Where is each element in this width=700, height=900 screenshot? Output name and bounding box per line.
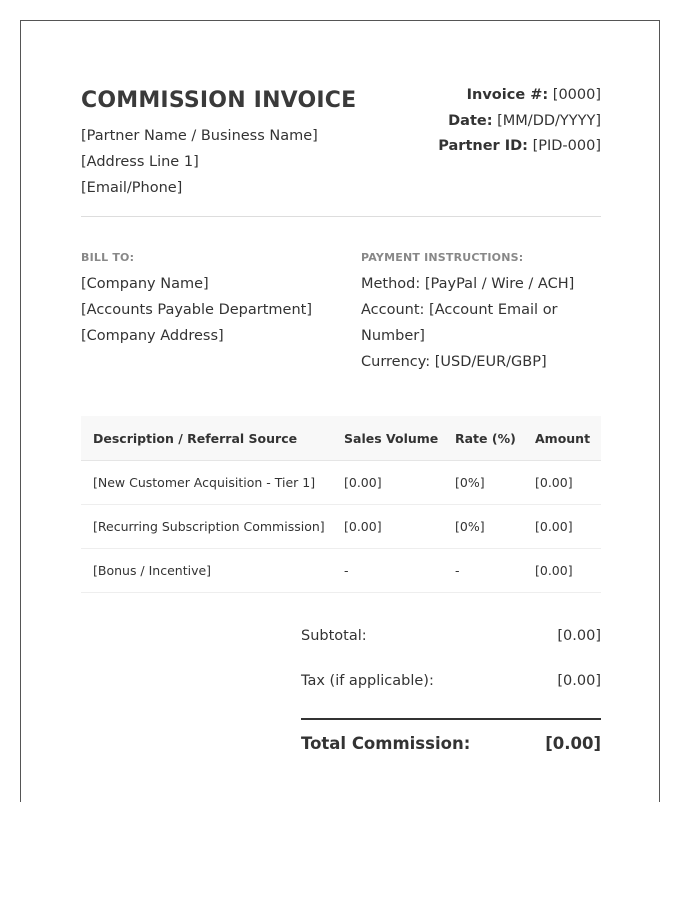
partner-id-value: [PID-000] <box>532 138 601 154</box>
row-sales-volume: - <box>332 549 443 593</box>
subtotal-row <box>301 628 601 673</box>
invoice-sheet <box>20 20 660 802</box>
bill-to-department: [Accounts Payable Department] <box>81 302 312 318</box>
bill-to-label: BILL TO: <box>81 251 135 264</box>
tax-label: Tax (if applicable): <box>301 673 434 689</box>
invoice-date <box>438 109 601 135</box>
totals-section <box>301 628 601 753</box>
row-sales-volume: [0.00] <box>332 505 443 549</box>
invoice-date-label: Date: <box>448 112 493 129</box>
row-amount: [0.00] <box>523 461 601 505</box>
payment-label: PAYMENT INSTRUCTIONS: <box>361 251 524 264</box>
invoice-number-label: Invoice #: <box>466 87 549 103</box>
invoice-header <box>81 21 601 217</box>
page-title: COMMISSION INVOICE <box>81 88 357 113</box>
row-rate: [0%] <box>443 505 523 549</box>
bill-to-section <box>81 251 341 349</box>
partner-address: [Address Line 1] <box>81 154 199 170</box>
subtotal-label: Subtotal: <box>301 628 367 644</box>
payment-section <box>361 251 601 375</box>
invoice-meta <box>438 83 601 160</box>
row-description: [New Customer Acquisition - Tier 1] <box>81 461 332 505</box>
table-row <box>81 549 601 593</box>
row-amount: [0.00] <box>523 505 601 549</box>
table-row <box>81 505 601 549</box>
invoice-date-value: [MM/DD/YYYY] <box>497 112 601 129</box>
bill-to-company: [Company Name] <box>81 276 209 292</box>
payment-account: Account: [Account Email or Number] <box>361 302 558 344</box>
line-items-table <box>81 416 601 593</box>
tax-row <box>301 673 601 718</box>
payment-currency: Currency: [USD/EUR/GBP] <box>361 354 547 370</box>
partner-info <box>81 123 318 201</box>
row-sales-volume: [0.00] <box>332 461 443 505</box>
partner-id-label: Partner ID: <box>438 138 528 154</box>
payment-method: Method: [PayPal / Wire / ACH] <box>361 276 575 292</box>
row-rate: - <box>443 549 523 593</box>
row-description: [Recurring Subscription Commission] <box>81 505 332 549</box>
invoice-number-value: [0000] <box>552 87 601 103</box>
invoice-number <box>438 83 601 109</box>
partner-name: [Partner Name / Business Name] <box>81 128 318 144</box>
header-sales-volume: Sales Volume <box>332 416 443 461</box>
row-rate: [0%] <box>443 461 523 505</box>
header-amount: Amount <box>523 416 601 461</box>
header-divider <box>81 216 601 217</box>
total-label: Total Commission: <box>301 734 471 753</box>
row-description: [Bonus / Incentive] <box>81 549 332 593</box>
total-row <box>301 718 601 753</box>
header-description: Description / Referral Source <box>81 416 332 461</box>
bill-to-address: [Company Address] <box>81 328 224 344</box>
table-row <box>81 461 601 505</box>
tax-value: [0.00] <box>557 673 601 689</box>
total-value: [0.00] <box>545 734 601 753</box>
subtotal-value: [0.00] <box>557 628 601 644</box>
partner-contact: [Email/Phone] <box>81 180 183 196</box>
row-amount: [0.00] <box>523 549 601 593</box>
header-rate: Rate (%) <box>443 416 523 461</box>
invoice-content <box>81 21 601 753</box>
partner-id <box>438 134 601 160</box>
table-header-row <box>81 416 601 461</box>
